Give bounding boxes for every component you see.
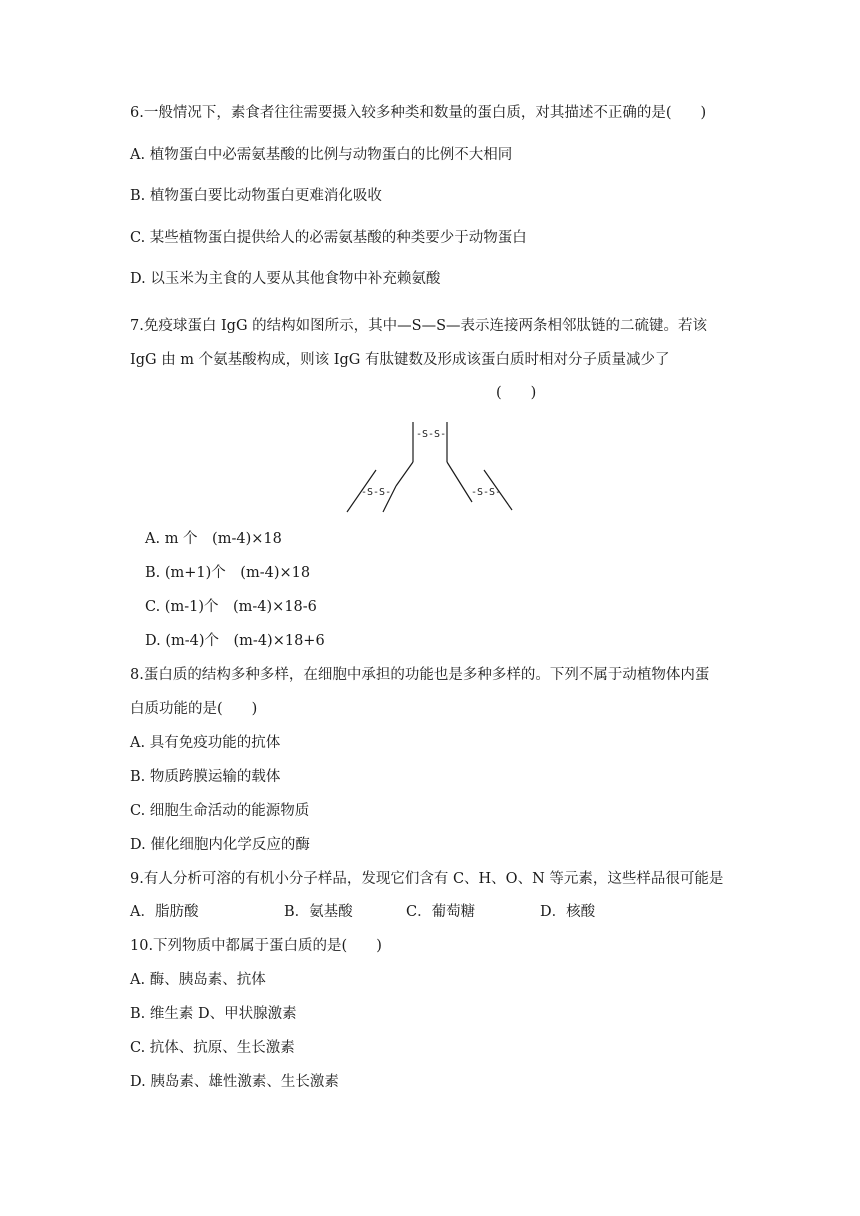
q9-option-d[interactable]: D．核酸 [540,904,596,920]
disulfide-label-top: -S-S- [416,429,447,440]
q10-option-c[interactable]: C. 抗体、抗原、生长激素 [130,1040,295,1056]
q10-option-b[interactable]: B. 维生素 D、甲状腺激素 [130,1006,297,1022]
q8-stem-line-1: 8.蛋白质的结构多种多样，在细胞中承担的功能也是多种多样的。下列不属于动植物体内蛋 [130,667,710,683]
q9-option-a[interactable]: A．脂肪酸 [130,904,199,920]
disulfide-label-left: -S-S- [361,487,392,498]
q10-option-a[interactable]: A. 酶、胰岛素、抗体 [130,972,266,988]
q6-stem: 6.一般情况下，素食者往往需要摄入较多种类和数量的蛋白质，对其描述不正确的是( ) [130,105,707,121]
q9-options-row [130,902,750,922]
q10-stem: 10.下列物质中都属于蛋白质的是( ) [130,938,382,954]
q8-option-a[interactable]: A. 具有免疫功能的抗体 [130,735,281,751]
q8-option-c[interactable]: C. 细胞生命活动的能源物质 [130,803,310,819]
q9-option-b[interactable]: B．氨基酸 [284,904,353,920]
q7-answer-blank: ( ) [496,385,537,401]
heavy-chain-left-arm [396,462,413,486]
q6-option-b[interactable]: B. 植物蛋白要比动物蛋白更难消化吸收 [130,188,382,204]
heavy-chain-right-arm [447,462,472,502]
q7-option-a[interactable]: A. m 个 (m-4)×18 [145,531,282,547]
q7-stem-line-1: 7.免疫球蛋白 IgG 的结构如图所示，其中—S—S—表示连接两条相邻肽链的二硫键。若该 [130,318,708,334]
igg-structure-diagram [0,410,860,530]
q7-stem-line-2: IgG 由 m 个氨基酸构成，则该 IgG 有肽键数及形成该蛋白质时相对分子质量减少了 [130,352,670,368]
q8-option-b[interactable]: B. 物质跨膜运输的载体 [130,769,281,785]
q8-stem-line-2: 白质功能的是( ) [130,701,258,717]
q7-option-b[interactable]: B. (m+1)个 (m-4)×18 [145,565,311,581]
q8-option-d[interactable]: D. 催化细胞内化学反应的酶 [130,837,310,853]
q7-option-c[interactable]: C. (m-1)个 (m-4)×18-6 [145,599,317,615]
q9-stem: 9.有人分析可溶的有机小分子样品，发现它们含有 C、H、O、N 等元素，这些样品很可能是 [130,871,724,887]
q6-option-c[interactable]: C. 某些植物蛋白提供给人的必需氨基酸的种类要少于动物蛋白 [130,230,527,246]
q6-option-d[interactable]: D. 以玉米为主食的人要从其他食物中补充赖氨酸 [130,271,441,287]
disulfide-label-right: -S-S- [471,487,502,498]
q10-option-d[interactable]: D. 胰岛素、雄性激素、生长激素 [130,1074,339,1090]
q7-option-d[interactable]: D. (m-4)个 (m-4)×18+6 [145,633,325,649]
q6-option-a[interactable]: A. 植物蛋白中必需氨基酸的比例与动物蛋白的比例不大相同 [130,147,513,163]
q9-option-c[interactable]: C．葡萄糖 [406,904,476,920]
